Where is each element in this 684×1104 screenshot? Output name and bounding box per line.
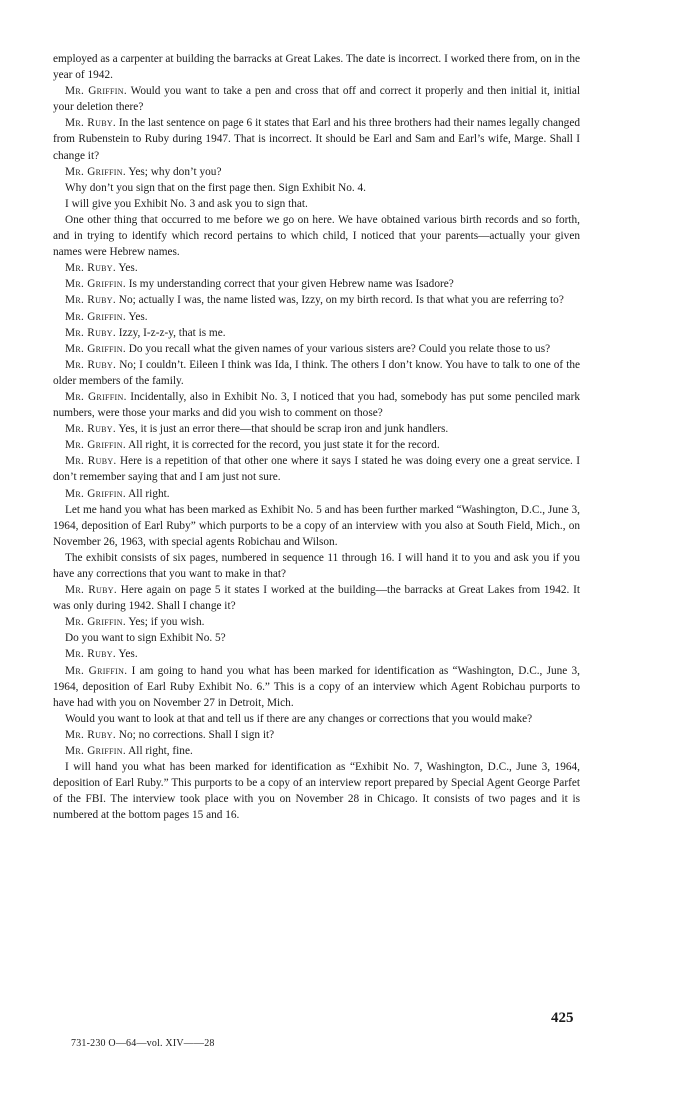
speaker-name: Mr. Griffin. [65,616,126,629]
paragraph-text: Do you recall what the given names of your various sisters are? Could you relate those to us? [125,342,551,355]
speaker-name: Mr. Ruby. [65,648,116,661]
testimony-paragraph [53,83,580,115]
testimony-paragraph [53,292,580,308]
paragraph-text: Here again on page 5 it states I worked at the building—the barracks at Great Lakes from 1942. It was only during 1942. Shall I change it? [53,584,581,613]
testimony-paragraph [53,164,580,180]
speaker-name: Mr. Ruby. [65,423,116,436]
paragraph-text: One other thing that occurred to me before we go on here. We have obtained various birth records and so forth, and in trying to identify which record pertains to which child, I noticed that your parents—actually your given names were Hebrew names. [53,213,580,259]
paragraph-text: No; I couldn’t. Eileen I think was Ida, I think. The others I don’t know. You have to talk to one of the older members of the family. [53,358,580,387]
paragraph-text: Yes; if you wish. [125,616,205,629]
paragraph-text: In the last sentence on page 6 it states that Earl and his three brothers had their names legally changed from Rubenstein to Ruby during 1947. That is incorrect. It should be Earl and Sam and Earl’s wife, Marge. Shall I change it? [53,117,580,162]
paragraph-text: Yes. [115,262,138,275]
speaker-name: Mr. Ruby. [65,728,116,741]
paragraph-text: The exhibit consists of six pages, numbered in sequence 11 through 16. I will hand it to you and ask you if you have any corrections that you want to make in that? [53,551,580,580]
testimony-paragraph [53,212,580,260]
testimony-paragraph [53,309,580,325]
page-number: 425 [551,1010,574,1026]
testimony-paragraph [53,180,580,196]
speaker-name: Mr. Ruby. [65,262,116,275]
paragraph-text: Why don’t you sign that on the first page then. Sign Exhibit No. 4. [65,181,367,194]
testimony-paragraph [53,550,580,582]
paragraph-text: All right, fine. [125,745,193,758]
paragraph-text: I am going to hand you what has been marked for identification as “Washington, D.C., June 3, 1964, deposition of Earl Ruby Exhibit No. 6.” This is a copy of an interview which Agent Robichau purports to have had with you on November 27 in Detroit, Mich. [53,664,581,709]
testimony-paragraph [53,341,580,357]
paragraph-text: Would you want to look at that and tell us if there are any changes or corrections that you would make? [65,712,533,725]
speaker-name: Mr. Griffin. [65,487,126,500]
testimony-paragraph [53,743,580,759]
paragraph-text: Do you want to sign Exhibit No. 5? [65,632,226,645]
paragraph-text: employed as a carpenter at building the barracks at Great Lakes. The date is incorrect. I worked there from, on in the year of 1942. [53,53,580,82]
testimony-paragraph [53,276,580,292]
speaker-name: Mr. Ruby. [65,455,117,468]
testimony-paragraph [53,325,580,341]
testimony-paragraph [53,582,580,614]
paragraph-text: I will give you Exhibit No. 3 and ask you to sign that. [65,197,308,210]
speaker-name: Mr. Ruby. [65,358,117,371]
testimony-paragraph [53,614,580,630]
speaker-name: Mr. Griffin. [65,278,126,291]
paragraph-text: All right, it is corrected for the record, you just state it for the record. [125,439,440,452]
paragraph-text: Incidentally, also in Exhibit No. 3, I noticed that you had, somebody has put some penciled mark numbers, were those your marks and did you wish to comment on those? [53,390,580,420]
paragraph-text: All right. [125,487,170,500]
speaker-name: Mr. Griffin. [65,664,128,677]
paragraph-text: Izzy, I-z-z-y, that is me. [115,326,226,339]
testimony-paragraph [53,727,580,743]
speaker-name: Mr. Griffin. [65,165,126,178]
paragraph-text: Yes. [115,648,138,661]
speaker-name: Mr. Griffin. [65,390,127,403]
paragraph-text: Is my understanding correct that your given Hebrew name was Isadore? [125,278,454,291]
testimony-paragraph [53,711,580,727]
testimony-paragraph [53,663,580,711]
testimony-paragraph [53,389,580,421]
document-body [53,51,580,824]
paragraph-text: I will hand you what has been marked for identification as “Exhibit No. 7, Washington, D.C., June 3, 1964, deposition of Earl Ruby.” This purports to be a copy of an interview report prepared by Special Agent George Parfet of the FBI. The interview took place with you on November 28 in Chicago. It consists of two pages and it is numbered at the bottom pages 15 and 16. [53,761,580,822]
speaker-name: Mr. Griffin. [65,85,127,98]
paragraph-text: Yes, it is just an error there—that should be scrap iron and junk handlers. [115,423,449,436]
speaker-name: Mr. Ruby. [65,117,117,130]
testimony-paragraph [53,51,580,83]
speaker-name: Mr. Griffin. [65,745,126,758]
paragraph-text: No; no corrections. Shall I sign it? [115,728,275,741]
testimony-paragraph [53,630,580,646]
testimony-paragraph [53,421,580,437]
speaker-name: Mr. Ruby. [65,584,117,597]
speaker-name: Mr. Ruby. [65,326,116,339]
testimony-paragraph [53,646,580,662]
speaker-name: Mr. Griffin. [65,342,126,355]
paragraph-text: Let me hand you what has been marked as Exhibit No. 5 and has been further marked “Washington, D.C., June 3, 1964, deposition of Earl Ruby” which purports to be a copy of an interview with you also at South Field, Mich., on November 26, 1963, with special agents Robichau and Wilson. [53,503,580,548]
testimony-paragraph [53,502,580,550]
paragraph-text: No; actually I was, the name listed was, Izzy, on my birth record. Is that what you are referring to? [115,294,564,307]
testimony-paragraph [53,357,580,389]
speaker-name: Mr. Ruby. [65,294,116,307]
paragraph-text: Yes. [125,310,148,323]
testimony-paragraph [53,115,580,163]
speaker-name: Mr. Griffin. [65,439,126,452]
paragraph-text: Would you want to take a pen and cross that off and correct it properly and then initial it, initial your deletion there? [53,85,580,114]
testimony-paragraph [53,260,580,276]
paragraph-text: Here is a repetition of that other one where it says I stated he was doing every one a great service. I don’t remember saying that and I am just not sure. [53,455,580,484]
testimony-paragraph [53,759,580,823]
testimony-paragraph [53,437,580,453]
testimony-paragraph [53,196,580,212]
print-code-footer: 731-230 O—64—vol. XIV——28 [71,1038,215,1049]
paragraph-text: Yes; why don’t you? [125,165,222,178]
testimony-paragraph [53,453,580,485]
testimony-paragraph [53,486,580,502]
speaker-name: Mr. Griffin. [65,310,126,323]
